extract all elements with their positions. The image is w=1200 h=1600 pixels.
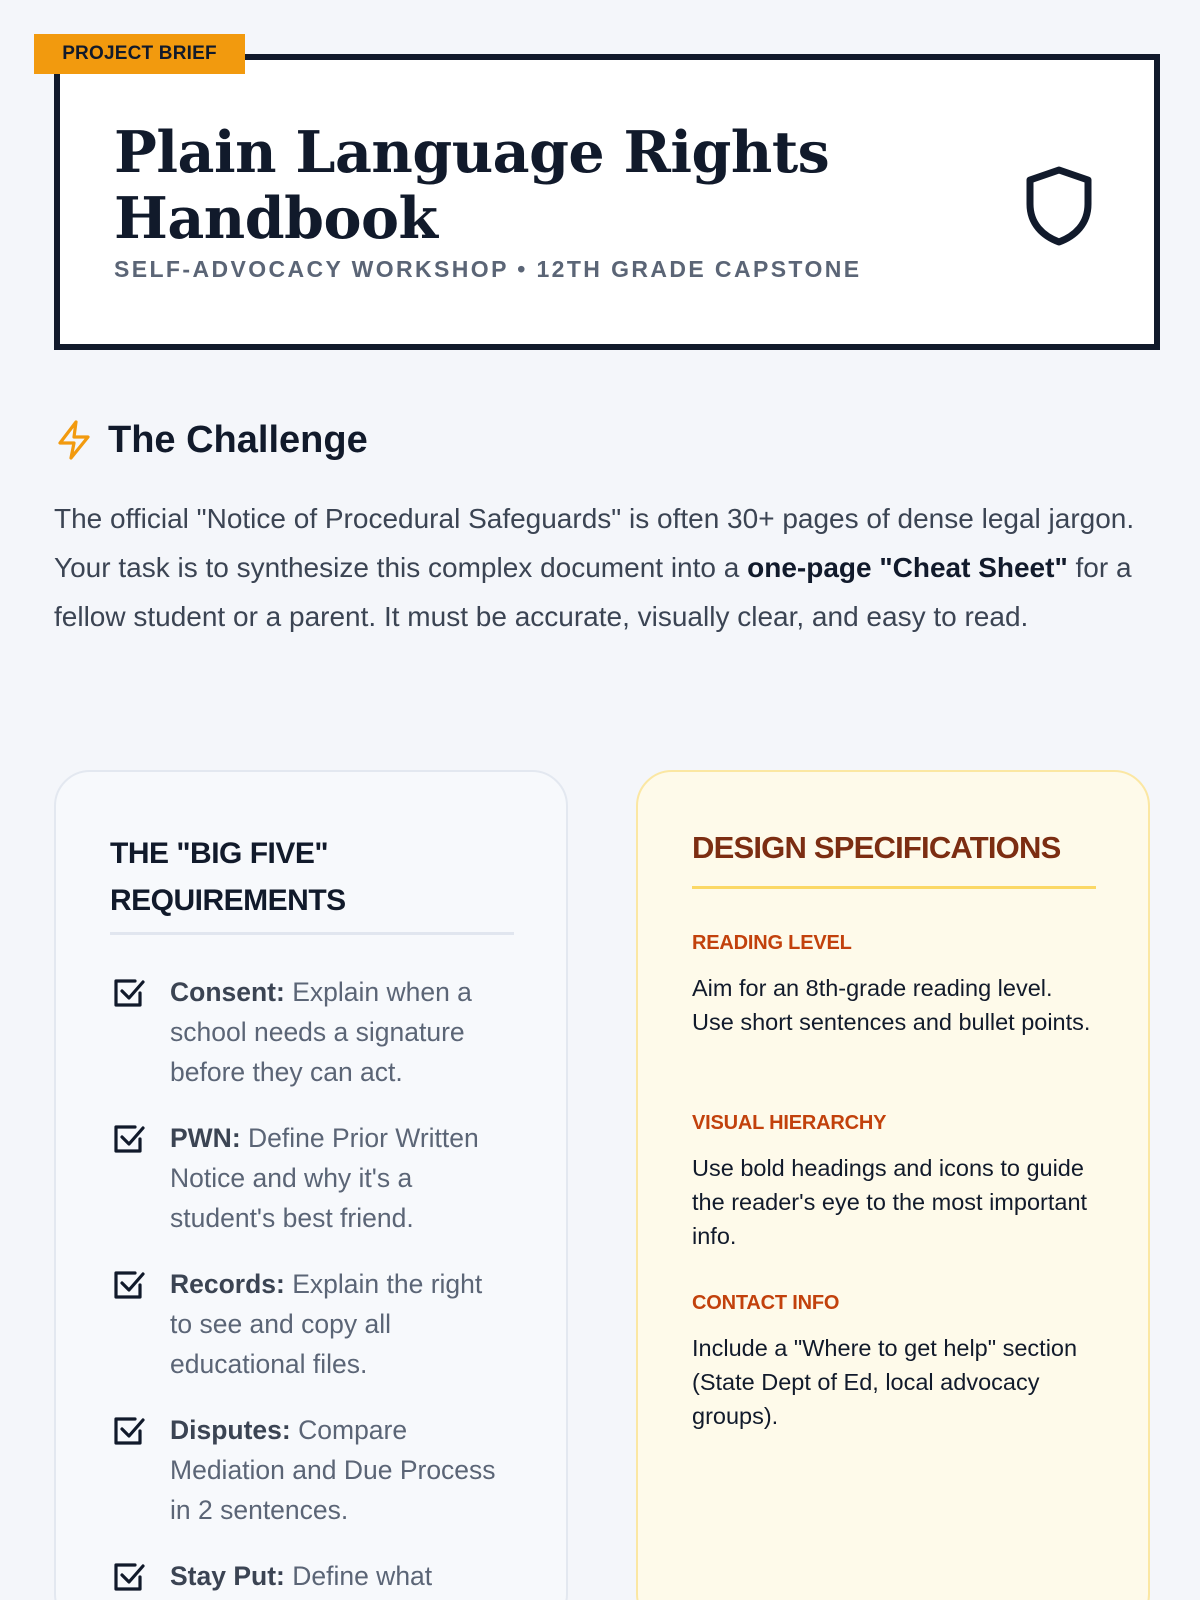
page-title: Plain Language Rights Handbook — [114, 119, 830, 252]
checkbox-checked-icon — [110, 1120, 148, 1158]
project-brief-tag: PROJECT BRIEF — [34, 34, 245, 74]
requirement-text — [170, 1410, 510, 1530]
spec-visual-hierarchy — [692, 1112, 1096, 1253]
requirements-divider — [110, 932, 514, 935]
spec-body: Include a "Where to get help" section (State Dept of Ed, local advocacy groups). — [692, 1335, 1078, 1429]
requirement-desc: Define Prior Written Notice and why it's a student's best friend. — [170, 1123, 479, 1233]
page-subtitle: SELF-ADVOCACY WORKSHOP • 12TH GRADE CAPSTONE — [114, 256, 862, 282]
requirement-term: Disputes: — [170, 1415, 291, 1445]
requirement-desc: Define what — [284, 1561, 433, 1591]
requirements-heading: THE "BIG FIVE" REQUIREMENTS — [110, 837, 346, 917]
requirement-desc: Explain when a school needs a signature before they can act. — [170, 977, 472, 1087]
spec-body: Aim for an 8th-grade reading level. Use short sentences and bullet points. — [692, 975, 1091, 1035]
header-card — [54, 54, 1160, 350]
requirement-item — [110, 1264, 510, 1384]
challenge-text-start: The official "Notice of Procedural Safeguards" is often 30+ pages of dense legal jargon. Your task is to synthesize this complex document into a — [54, 503, 1135, 583]
checkbox-checked-icon — [110, 974, 148, 1012]
design-specs-heading: DESIGN SPECIFICATIONS — [692, 830, 1061, 865]
requirements-list — [110, 972, 510, 1600]
requirement-text — [170, 1264, 510, 1384]
requirement-term: Stay Put: — [170, 1561, 285, 1591]
checkbox-checked-icon — [110, 1266, 148, 1304]
spec-label: VISUAL HIERARCHY — [692, 1112, 887, 1134]
requirement-item — [110, 1118, 510, 1238]
spec-label: READING LEVEL — [692, 932, 852, 954]
requirement-text — [170, 1556, 432, 1596]
spec-reading-level — [692, 932, 1096, 1039]
spec-label: CONTACT INFO — [692, 1292, 840, 1314]
requirement-text — [170, 1118, 510, 1238]
spec-body: Use bold headings and icons to guide the reader's eye to the most important info. — [692, 1155, 1088, 1249]
requirement-item — [110, 1410, 510, 1530]
lightning-bolt-icon — [54, 418, 94, 462]
challenge-text-emphasis: one-page "Cheat Sheet" — [747, 552, 1068, 583]
design-specs-card — [636, 770, 1150, 1600]
checkbox-checked-icon — [110, 1412, 148, 1450]
spec-contact-info — [692, 1292, 1096, 1433]
requirement-term: PWN: — [170, 1123, 241, 1153]
requirement-term: Records: — [170, 1269, 285, 1299]
requirement-item — [110, 972, 510, 1092]
requirements-card — [54, 770, 568, 1600]
challenge-heading-row — [54, 418, 368, 462]
requirement-desc: Compare Mediation and Due Process in 2 sentences. — [170, 1415, 496, 1525]
shield-icon — [1022, 164, 1096, 248]
challenge-description — [54, 494, 1164, 641]
challenge-text-end: for a fellow student or a parent. It must be accurate, visually clear, and easy to read. — [54, 552, 1132, 632]
challenge-heading: The Challenge — [108, 418, 368, 461]
requirement-term: Consent: — [170, 977, 285, 1007]
checkbox-checked-icon — [110, 1558, 148, 1596]
design-specs-divider — [692, 886, 1096, 889]
requirement-desc: Explain the right to see and copy all educational files. — [170, 1269, 483, 1379]
requirement-text — [170, 972, 510, 1092]
requirement-item — [110, 1556, 510, 1596]
